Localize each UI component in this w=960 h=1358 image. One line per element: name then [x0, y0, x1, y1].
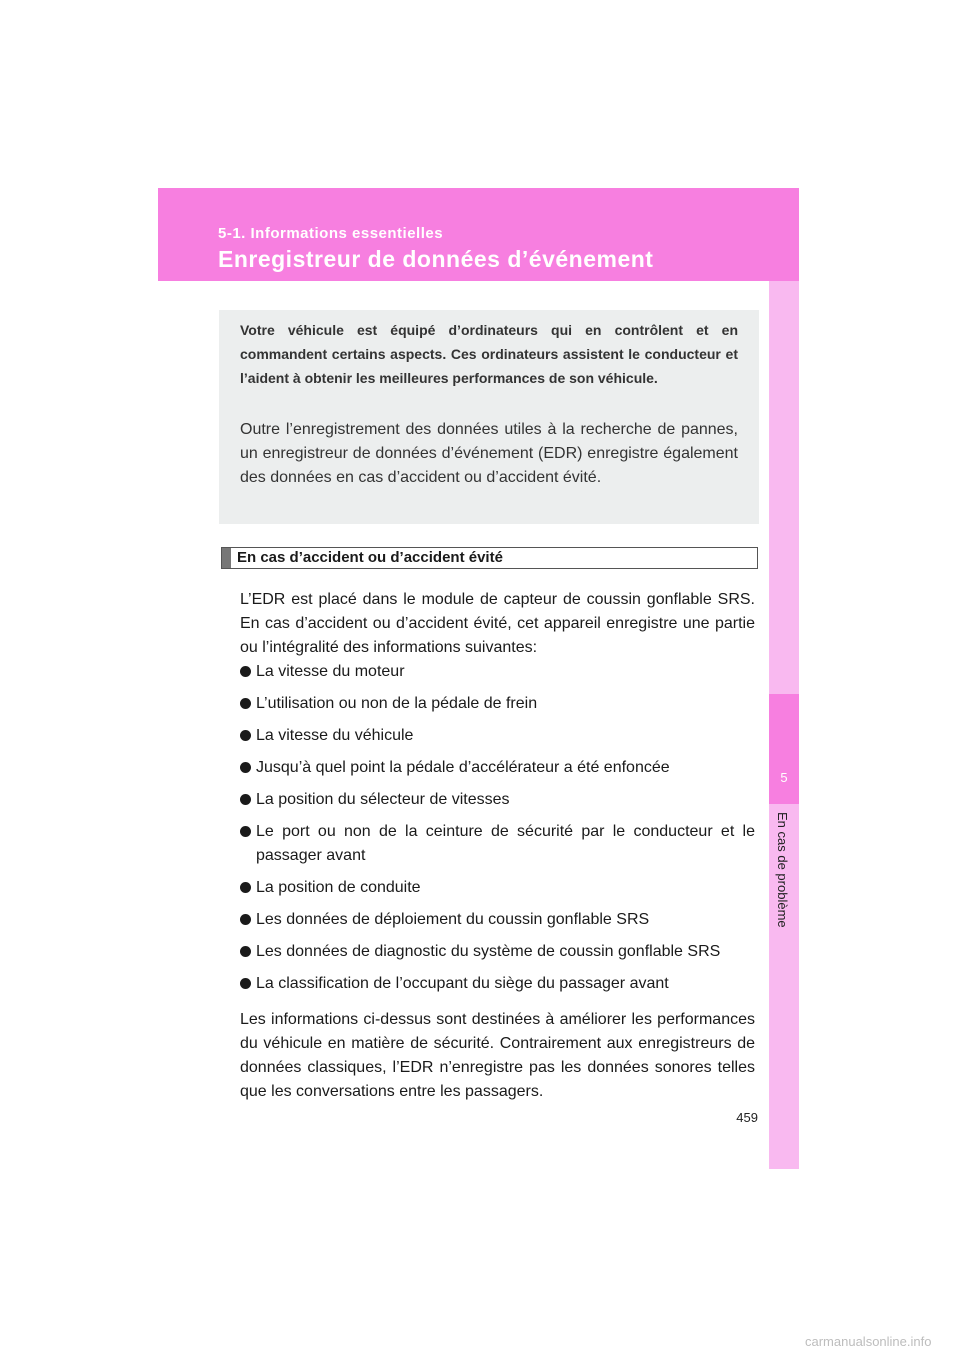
list-item-text: Le port ou non de la ceinture de sécurité par le conducteur et le passager avant — [256, 823, 755, 864]
bullet-icon — [240, 946, 251, 957]
list-item-text: La vitesse du moteur — [256, 663, 405, 680]
page-number: 459 — [736, 1110, 758, 1125]
page-title: Enregistreur de données d’événement — [218, 246, 654, 272]
list-item — [240, 660, 755, 684]
list-item — [240, 692, 755, 716]
list-item-text: Les données de diagnostic du système de coussin gonflable SRS — [256, 943, 721, 960]
watermark: carmanualsonline.info — [805, 1334, 932, 1349]
bullet-icon — [240, 698, 251, 709]
bullet-icon — [240, 826, 251, 837]
bullet-icon — [240, 666, 251, 677]
list-item — [240, 724, 755, 748]
list-item-text: La position de conduite — [256, 879, 421, 896]
list-item-text: La vitesse du véhicule — [256, 727, 414, 744]
chapter-number: 5 — [780, 770, 788, 785]
list-item — [240, 940, 755, 964]
list-item — [240, 820, 755, 868]
chapter-label: En cas de problème — [775, 812, 790, 928]
bullet-icon — [240, 882, 251, 893]
section-label: 5-1. Informations essentielles — [218, 225, 444, 242]
bullet-icon — [240, 762, 251, 773]
heading-marker — [222, 548, 231, 568]
list-item — [240, 972, 755, 996]
recorded-data-list — [240, 660, 755, 1004]
bullet-icon — [240, 730, 251, 741]
list-item — [240, 908, 755, 932]
bullet-icon — [240, 794, 251, 805]
bullet-icon — [240, 978, 251, 989]
section-heading-box — [221, 547, 758, 569]
intro-paragraph-bold: Votre véhicule est équipé d’ordinateurs qui en contrôlent et en commandent certains aspects. Ces ordinateurs assistent le conducteur et l’aident à obtenir les meilleures performances de son véhicule. — [240, 322, 738, 386]
list-item-text: Les données de déploiement du coussin gonflable SRS — [256, 911, 650, 928]
list-item — [240, 876, 755, 900]
closing-paragraph: Les informations ci-dessus sont destinées à améliorer les performances du véhicule en matière de sécurité. Contrairement aux enregistreurs de données classiques, l’EDR n’enregistre pas les données sonores telles que les conversations entre les passagers. — [240, 1011, 755, 1100]
list-item — [240, 788, 755, 812]
list-item-text: L’utilisation ou non de la pédale de frein — [256, 695, 538, 712]
list-item — [240, 756, 755, 780]
list-item-text: La classification de l’occupant du siège du passager avant — [256, 975, 669, 992]
section-heading: En cas d’accident ou d’accident évité — [237, 549, 503, 566]
section-lead-paragraph: L’EDR est placé dans le module de capteur de coussin gonflable SRS. En cas d’accident ou d’accident évité, cet appareil enregistre une partie ou l’intégralité des informations suivantes: — [240, 591, 755, 656]
intro-paragraph: Outre l’enregistrement des données utiles à la recherche de pannes, un enregistreur de données d’événement (EDR) enregistre également des données en cas d’accident ou d’accident évité. — [240, 421, 738, 486]
bullet-icon — [240, 914, 251, 925]
list-item-text: Jusqu’à quel point la pédale d’accélérateur a été enfoncée — [256, 759, 670, 776]
chapter-number-tab[interactable] — [769, 694, 799, 804]
list-item-text: La position du sélecteur de vitesses — [256, 791, 510, 808]
